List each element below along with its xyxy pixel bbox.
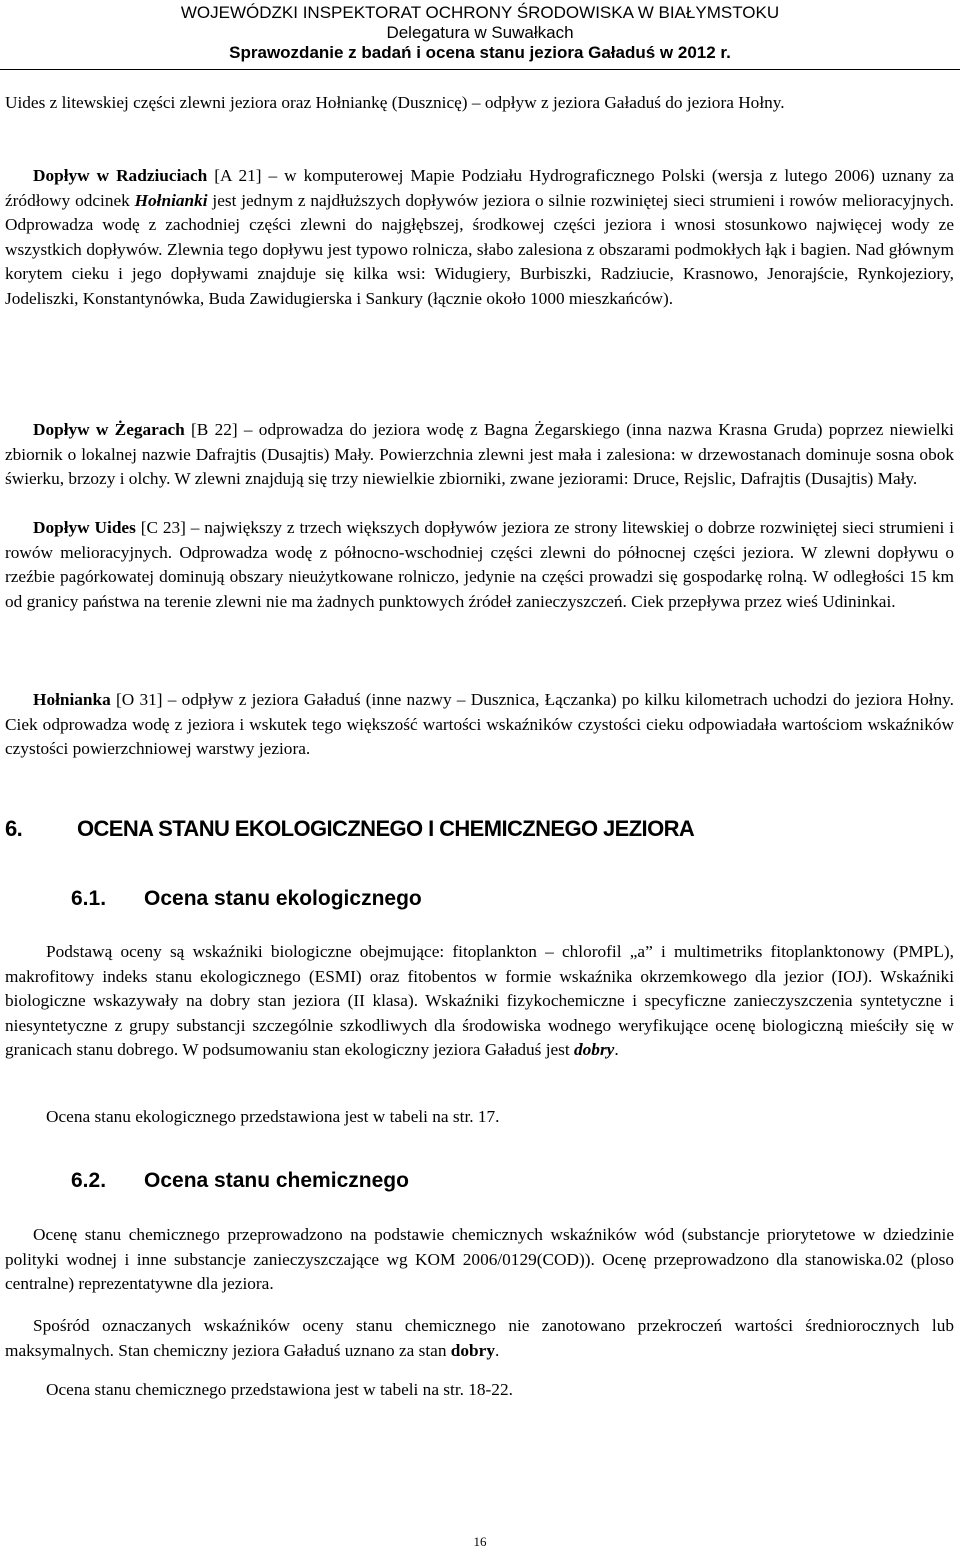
section-heading-6-1: 6.1. Ocena stanu ekologicznego bbox=[71, 887, 422, 910]
page-header bbox=[0, 3, 960, 63]
section-heading-6: 6. OCENA STANU EKOLOGICZNEGO I CHEMICZNEGO JEZIORA bbox=[5, 816, 695, 841]
paragraph-ecological-table-ref: Ocena stanu ekologicznego przedstawiona jest w tabeli na str. 17. bbox=[46, 1107, 500, 1126]
term-uides: Dopływ Uides bbox=[33, 518, 136, 537]
section-heading-6-2: 6.2. Ocena stanu chemicznego bbox=[71, 1169, 409, 1192]
paragraph-uides: Dopływ Uides [C 23] – największy z trzech większych dopływów jeziora ze strony litewskiej o dobrze rozwiniętej sieci strumieni i rowów melioracyjnych. Odprowadza wodę z północno-wschodniej części zlewni do północnej części jeziora. W zlewni dopływu o rzeźbie pagórkowatej dominują obszary nieużytkowane rolniczo, jedynie na części prowadzi się gospodarkę rolną. W odległości 15 km od granicy państwa na terenie zlewni nie ma żadnych punktowych źródeł zanieczyszczeń. Ciek przepływa przez wieś Udininkai. bbox=[5, 518, 954, 611]
term-zegary: Dopływ w Żegarach bbox=[33, 420, 185, 439]
paragraph-chemical-basis: Ocenę stanu chemicznego przeprowadzono na podstawie chemicznych wskaźników wód (substancje priorytetowe w dziedzinie polityki wodnej i inne substancje zanieczyszczające wg KOM 2006/0129(COD)). Ocenę przeprowadzono dla stanowiska.02 (ploso centralne) reprezentatywne dla jeziora. bbox=[5, 1225, 954, 1294]
paragraph-holnianka: Hołnianka [O 31] – odpływ z jeziora Gaładuś (inne nazwy – Dusznica, Łączanka) po kilku kilometrach uchodzi do jeziora Hołny. Ciek odprowadza wodę z jeziora i wskutek tego większość wartości wskaźników czystości cieku odpowiadała wartościom wskaźników czystości powierzchniowej warstwy jeziora. bbox=[5, 690, 954, 759]
paragraph-ecological-basis: Podstawą oceny są wskaźniki biologiczne obejmujące: fitoplankton – chlorofil „a” i multimetriks fitoplanktonowy (PMPL), makrofitowy indeks stanu ekologicznego (ESMI) oraz fitobentos w formie wskaźnika okrzemkowego dla jezior (IOJ). Wskaźniki biologiczne wskazywały na dobry stan jeziora (II klasa). Wskaźniki fizykochemiczne i specyficzne zanieczyszczenia syntetyczne i niesyntetyczne z grupy substancji szczególnie szkodliwych dla środowiska wodnego weryfikujące ocenę biologiczną mieściły się w granicach stanu dobrego. W podsumowaniu stan ekologiczny jeziora Gaładuś jest dobry. bbox=[5, 942, 954, 1060]
paragraph-zegary: Dopływ w Żegarach [B 22] – odprowadza do jeziora wodę z Bagna Żegarskiego (inna nazwa Krasna Gruda) poprzez niewielki zbiornik o lokalnej nazwie Dafrajtis (Dusajtis) Mały. Powierzchnia zlewni jest mała i zalesiona: w drzewostanach dominuje sosna obok świerku, brzozy i olchy. W zlewni znajdują się trzy niewielkie zbiorniki, zwane jeziorami: Druce, Rejslic, Dafrajtis (Dusajtis) Mały. bbox=[5, 420, 954, 489]
term-holnianka: Hołnianka bbox=[33, 690, 111, 709]
paragraph-intro: Uides z litewskiej części zlewni jeziora oraz Hołniankę (Dusznicę) – odpływ z jeziora Gaładuś do jeziora Hołny. bbox=[5, 93, 785, 112]
header-divider bbox=[0, 69, 960, 70]
term-dobry-ecological: dobry bbox=[574, 1040, 615, 1060]
header-report-title: Sprawozdanie z badań i ocena stanu jeziora Gaładuś w 2012 r. bbox=[229, 43, 731, 62]
term-dobry-chemical: dobry bbox=[450, 1340, 495, 1360]
page-number: 16 bbox=[473, 1534, 487, 1549]
term-radziucie: Dopływ w Radziuciach bbox=[33, 166, 208, 185]
paragraph-chemical-table-ref: Ocena stanu chemicznego przedstawiona jest w tabeli na str. 18-22. bbox=[46, 1380, 513, 1399]
paragraph-chemical-result: Spośród oznaczanych wskaźników oceny stanu chemicznego nie zanotowano przekroczeń wartości średniorocznych lub maksymalnych. Stan chemiczny jeziora Gaładuś uznano za stan dobry. bbox=[5, 1316, 954, 1360]
term-holnianki: Hołnianki bbox=[134, 190, 208, 210]
header-institution: WOJEWÓDZKI INSPEKTORAT OCHRONY ŚRODOWISKA W BIAŁYMSTOKU bbox=[180, 3, 780, 22]
paragraph-radziucie: Dopływ w Radziuciach [A 21] – w komputerowej Mapie Podziału Hydrograficznego Polski (wersja z lutego 2006) uznany za źródłowy odcinek Hołnianki jest jednym z najdłuższych dopływów jeziora o silnie rozwiniętej sieci strumieni i rowów melioracyjnych. Odprowadza wodę z zachodniej części zlewni do najgłębszej, środkowej części jeziora i wnosi stosunkowo najwięcej wody ze wszystkich dopływów. Zlewnia tego dopływu jest typowo rolnicza, słabo zalesiona z obszarami podmokłych łąk i bagien. Nad głównym korytem cieku i jego dopływami znajduje się kilka wsi: Widugiery, Burbiszki, Radziucie, Krasnowo, Jenorajście, Rynkojeziory, Jodeliszki, Konstantynówka, Buda Zawidugierska i Sankury (łącznie około 1000 mieszkańców). bbox=[5, 166, 955, 308]
header-delegation: Delegatura w Suwałkach bbox=[386, 23, 574, 42]
